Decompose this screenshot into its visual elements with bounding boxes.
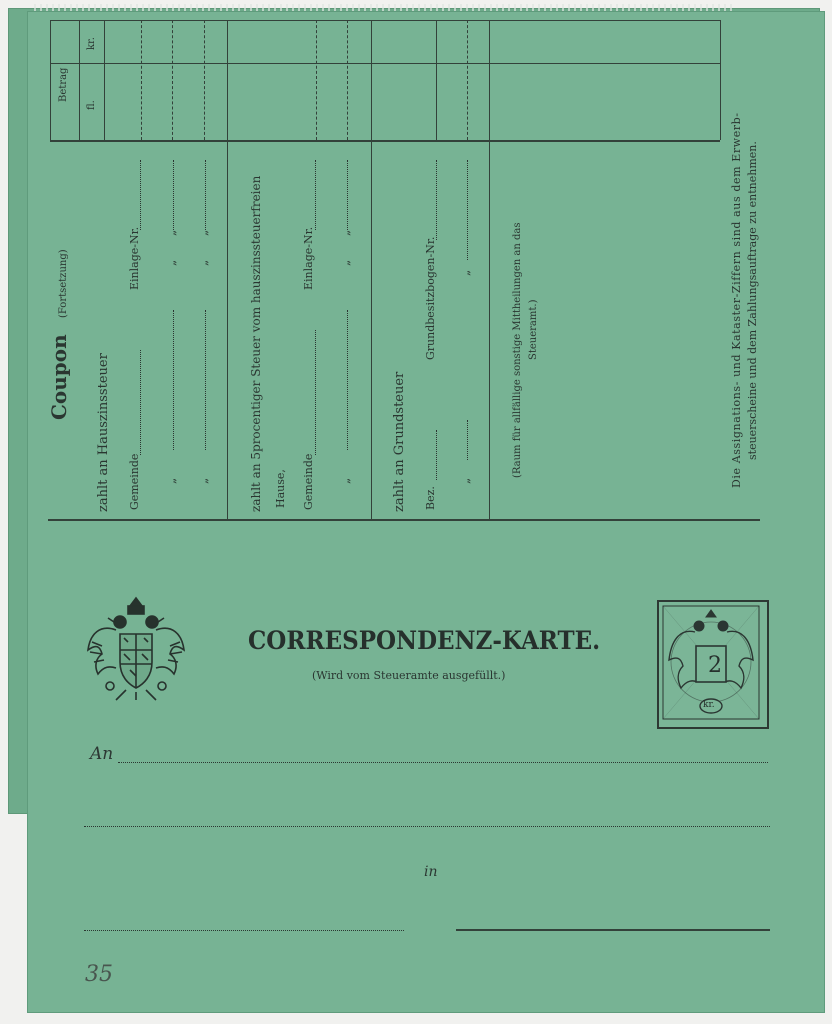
coat-of-arms: [86, 594, 186, 706]
address-in-label: in: [424, 864, 438, 880]
postage-stamp: [657, 600, 769, 729]
remarks-line-1: (Raum für allfällige sonstige Mittheilungen an das: [512, 222, 523, 478]
house-tax-label: zahlt an Hauszinssteuer: [96, 353, 111, 512]
card-subtitle: (Wird vom Steueramte ausgefüllt.): [312, 669, 506, 682]
land-bogen-label: Grundbesitzbogen-Nr.: [424, 236, 437, 360]
card-title: CORRESPONDENZ-KARTE.: [248, 626, 601, 655]
side-note-line-1: Die Assignations- und Kataster-Ziffern sind aus dem Erwerb-: [730, 112, 743, 488]
land-ditto-2: „: [458, 269, 472, 276]
address-line-2[interactable]: [84, 826, 770, 827]
house-ditto-6: „: [196, 229, 210, 236]
house-gemeinde-label: Gemeinde: [128, 453, 141, 510]
coupon-betrag-label: Betrag: [58, 67, 69, 102]
coupon-title: Coupon: [47, 334, 71, 420]
house-ditto-1: „: [164, 477, 178, 484]
land-ditto-1: „: [458, 477, 472, 484]
percent-gemeinde-label: Gemeinde: [302, 453, 315, 510]
house-einlage-label: Einlage-Nr.: [128, 226, 141, 290]
land-tax-label: zahlt an Grundsteuer: [392, 371, 407, 512]
side-note-line-2: steuerscheine und dem Zahlungsauftrage zu entnehmen.: [746, 141, 759, 460]
handwritten-note: 35: [85, 962, 113, 987]
percent-ditto-1: „: [338, 477, 352, 484]
percent-einlage-label: Einlage-Nr.: [302, 226, 315, 290]
remarks-line-2: Steueramt.): [528, 299, 539, 360]
percent-tax-label-2: Hause,: [274, 469, 287, 508]
house-ditto-4: „: [196, 477, 210, 484]
stamp-value: 2: [708, 653, 722, 678]
coupon-kr-label: kr.: [86, 37, 97, 50]
house-ditto-5: „: [196, 259, 210, 266]
correspondence-card: [28, 12, 824, 1012]
house-ditto-3: „: [164, 229, 178, 236]
address-line-4[interactable]: [456, 929, 770, 931]
percent-tax-label: zahlt an 5procentiger Steuer vom hauszinssteuerfreien: [249, 175, 263, 512]
percent-ditto-3: „: [338, 229, 352, 236]
address-an-label: An: [90, 744, 114, 764]
double-headed-eagle-icon: [86, 594, 186, 706]
percent-ditto-2: „: [338, 259, 352, 266]
coupon-fl-label: fl.: [86, 100, 97, 110]
stamp-unit: kr.: [703, 700, 715, 710]
address-line-1[interactable]: [118, 762, 768, 763]
address-line-3[interactable]: [84, 930, 404, 931]
house-ditto-2: „: [164, 259, 178, 266]
land-bez-label: Bez.: [424, 486, 437, 510]
coupon-title-note: (Fortsetzung): [58, 249, 69, 318]
